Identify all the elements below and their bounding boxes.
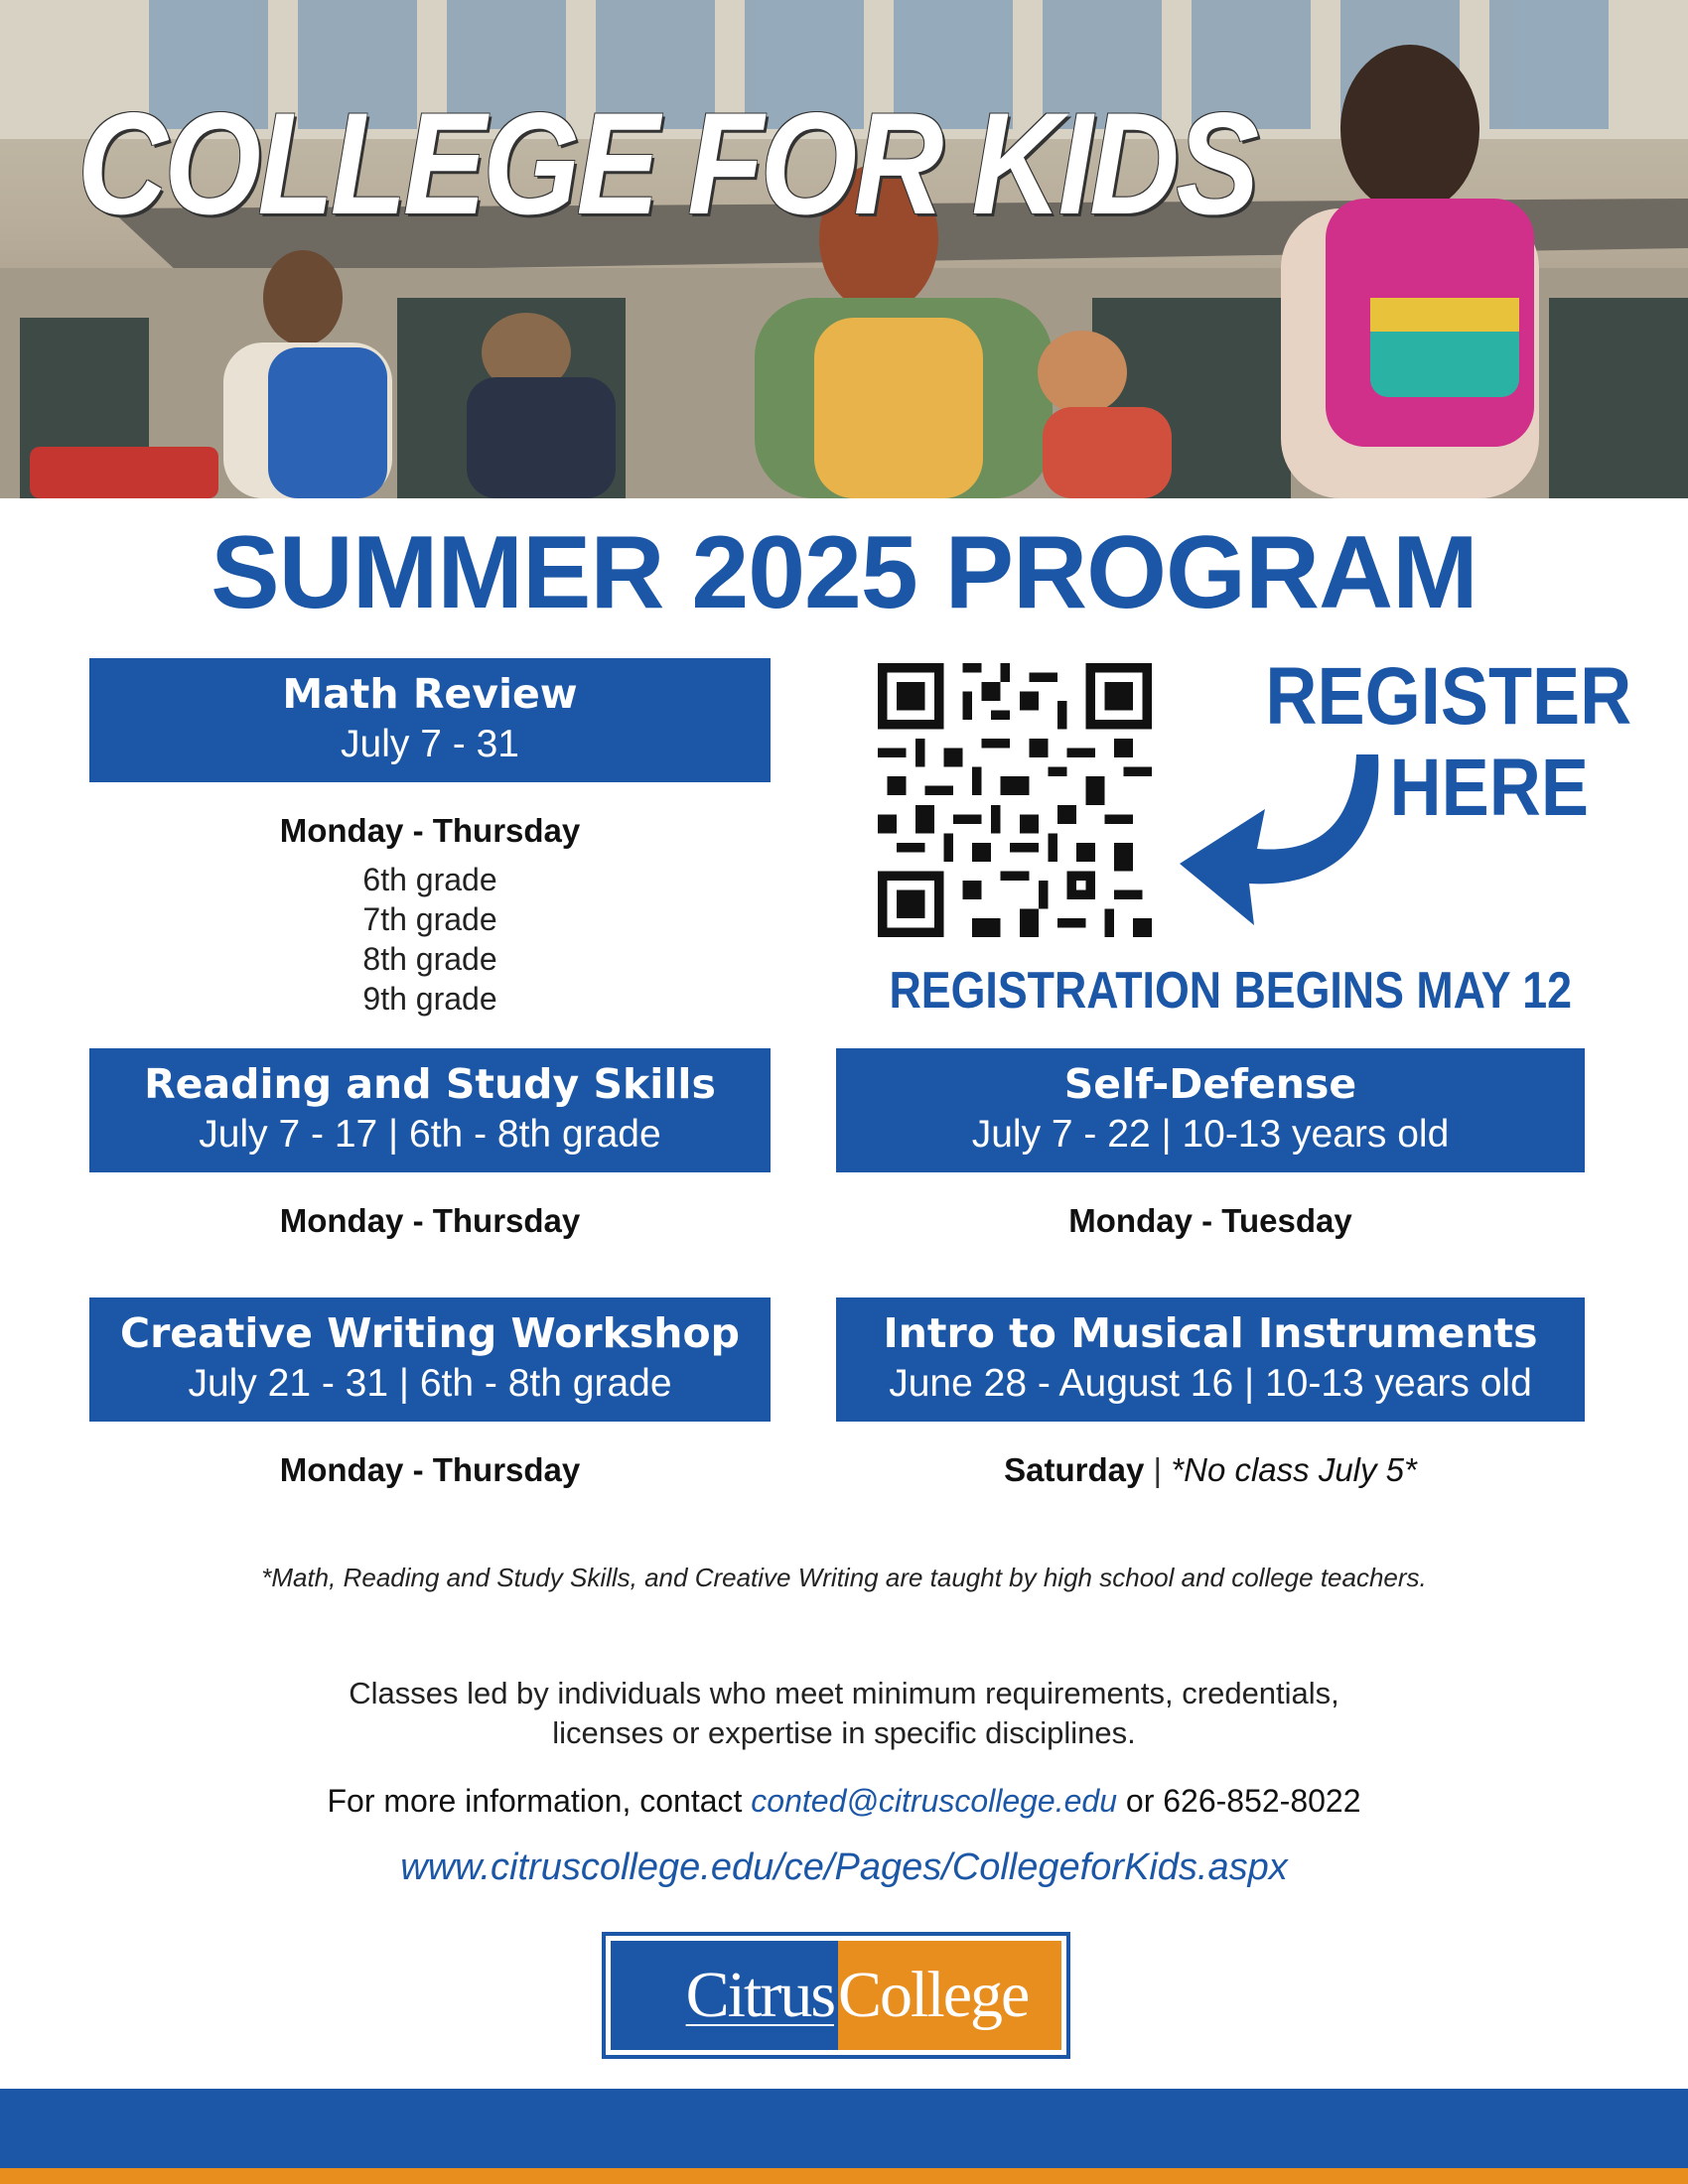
course-name: Reading and Study Skills [144, 1060, 716, 1108]
course-name: Self-Defense [1063, 1060, 1357, 1108]
course-name: Creative Writing Workshop [119, 1309, 740, 1357]
registration-begins: REGISTRATION BEGINS MAY 12 [889, 962, 1572, 1020]
course-creative-writing [89, 1297, 771, 1422]
teachers-footnote: *Math, Reading and Study Skills, and Creative Writing are taught by high school and college teachers. [261, 1563, 1427, 1592]
grade-item: 8th grade [362, 941, 497, 977]
footer-bar-orange [0, 2168, 1688, 2184]
course-detail: July 21 - 31 | 6th - 8th grade [188, 1362, 672, 1405]
course-math-review [89, 658, 771, 782]
course-detail: July 7 - 31 [341, 723, 519, 765]
contact-info [0, 1783, 1688, 1820]
course-days-row [836, 1451, 1585, 1489]
course-detail: July 7 - 17 | 6th - 8th grade [199, 1113, 661, 1156]
grade-list [89, 860, 771, 1019]
course-detail: June 28 - August 16 | 10-13 years old [889, 1362, 1532, 1405]
register-line: REGISTER [1265, 651, 1632, 742]
course-days: Monday - Thursday [279, 1451, 581, 1488]
qr-code-icon[interactable] [878, 663, 1152, 937]
course-detail: July 7 - 22 | 10-13 years old [971, 1113, 1450, 1156]
register-line: HERE [1389, 743, 1589, 833]
footer-bar-blue [0, 2089, 1688, 2168]
course-days: Monday - Thursday [279, 812, 581, 849]
separator: | [1153, 1451, 1163, 1488]
grade-item: 9th grade [362, 981, 497, 1017]
instructor-disclaimer [258, 1674, 1430, 1753]
logo-college: College [838, 1941, 1061, 2050]
hero-title: COLLEGE FOR KIDS [77, 82, 1256, 244]
website-row [0, 1846, 1688, 1889]
grade-item: 6th grade [362, 862, 497, 897]
contact-prefix: For more information, contact [327, 1783, 752, 1819]
course-name: Intro to Musical Instruments [883, 1309, 1538, 1357]
course-name: Math Review [282, 670, 578, 718]
course-days: Monday - Thursday [279, 1202, 581, 1239]
course-self-defense [836, 1048, 1585, 1172]
disclaimer-line: licenses or expertise in specific disciplines. [552, 1715, 1136, 1750]
email-link[interactable]: conted@citruscollege.edu [751, 1783, 1117, 1819]
hero-photo [0, 0, 1688, 498]
curved-arrow-icon [1180, 754, 1388, 933]
course-musical-instruments [836, 1297, 1585, 1422]
grade-item: 7th grade [362, 901, 497, 937]
course-days: Monday - Tuesday [1068, 1202, 1352, 1239]
contact-middle: or [1117, 1783, 1164, 1819]
disclaimer-line: Classes led by individuals who meet minimum requirements, credentials, [349, 1676, 1339, 1710]
course-days: Saturday [1004, 1451, 1145, 1488]
program-title: SUMMER 2025 PROGRAM [211, 515, 1477, 630]
hero-photo-illustration [0, 0, 1688, 498]
logo-citrus: Citrus [611, 1941, 838, 2050]
website-link[interactable]: www.citruscollege.edu/ce/Pages/CollegeforKids.aspx [400, 1846, 1288, 1888]
course-reading-study-skills [89, 1048, 771, 1172]
citrus-college-logo [602, 1932, 1070, 2059]
no-class-note: *No class July 5* [1171, 1451, 1417, 1488]
phone-number: 626-852-8022 [1163, 1783, 1361, 1819]
